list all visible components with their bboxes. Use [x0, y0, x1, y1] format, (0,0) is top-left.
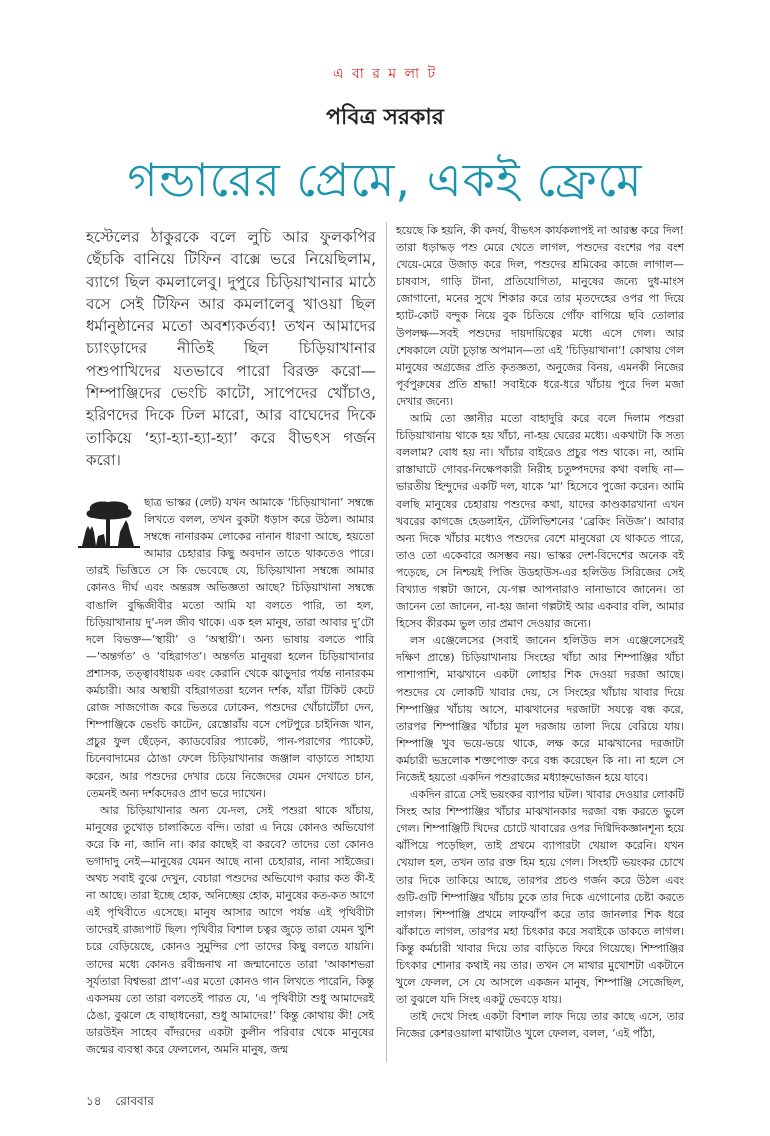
headline: গন্ডারের প্রেমে, একই ফ্রেমে	[127, 153, 643, 207]
body-paragraph: আমি তো জ্ঞানীর মতো বাহাদুরি করে বলে দিলাম পশুরা চিড়িয়াখানায় থাকে হয় খাঁচা, না-হয় ঘেরের মধ্যে। একথাটা কি সত্য বললাম? বোধ হয় না। খাঁচার বাইরেও প্রচুর পশু থাকে। না, আমি রাস্তাঘাটে গোবর-নিক্ষেপকারী নিরীহ চতুষ্পদদের কথা বলছি না—ভারতীয় হিন্দুদের একটি দল, যাকে ‘মা’ হিসেবে পুজো করেন। আমি বলছি মানুষের চেহারায় পশুদের কথা, যাদের কাণ্ডকারখানা এখন খবরের কাগজে হেডলাইন, টেলিভিশনের ‘ব্রেকিং নিউজ’। আবার অন্য দিকে খাঁচার মধ্যেও পশুদের বেশে মানুষেরা যে থাকতে পারে, তাও তো একেবারে অসম্ভব নয়। ভাস্কর দেশ-বিদেশের অনেক বই পড়েছে, সে নিশ্চয়ই পিজি উডহাউস-এর হলিউড সিরিজের সেই বিখ্যাত গল্পটা জানে, যে-গল্প আপনারাও নানাভাবে জানেন। তা জানেন তো জানেন, না-হয় জানা গল্পটাই আর একবার বলি, আমার হিসেব কীরকম ভুল তার প্রমাণ দেওয়ার জন্যে।	[396, 412, 684, 631]
left-article-column	[86, 494, 374, 1058]
body-paragraph: আর চিড়িয়াখানার অন্য যে-দল, সেই পশুরা থাকে খাঁচায়, মানুষের তুখোড় চালাকিতে বন্দি। তারা এ নিয়ে কোনও অভিযোগ করে কি না, জানি না। কার কাছেই বা করবে? তাদের তো কোনও ভগাদাদু নেই—মানুষের যেমন আছে নানা চেহারার, নানা সাইজের। অথচ সবাই বুঝে দেখুন, বেচারা পশুদের অভিযোগ করার কত কী-ই না আছে। তারা ইচ্ছে হোক, অনিচ্ছেয় হোক, মানুষের কত-কত আগে এই পৃথিবীতে এসেছে। মানুষ আসার আগে পর্যন্ত এই পৃথিবীটা তাদেরই রাজ্যপাট ছিল। পৃথিবীর বিশাল চত্বর জুড়ে তারা যেমন খুশি চরে বেড়িয়েছে, কোনও সুমুন্দির পো তাদের কিছু বলতে যায়নি। তাদের মধ্যে কোনও রবীন্দ্রনাথ না জন্মানোতে তারা ‘আকাশভরা সূর্যতারা বিশ্বভরা প্রাণ’-এর মতো কোনও গান লিখতে পারেনি, কিন্তু একসময় তো তারা বলতেই পারত যে, ‘এ পৃথিবীটা শুধু আমাদেরই ঠেঙা, বুঝলে হে বাছাধনেরা, শুধু আমাদের!’ কিন্তু কোথায় কী! সেই ডারউইন সাহেব বাঁদরদের একটা কুলীন পরিবার থেকে মানুষের জন্মের ব্যবস্থা করে ফেললেন, অমনি মানুষ, জন্ম	[86, 803, 374, 1056]
body-paragraph: লস এঞ্জেলেসের (সবাই জানেন হলিউড লস এঞ্জেলেসেরই দক্ষিণ প্রান্তে) চিড়িয়াখানায় সিংহের খাঁচা আর শিম্পাঞ্জির খাঁচা পাশাপাশি, মাঝখানে একটা লোহার শিক দেওয়া দরজা আছে। পশুদের যে লোকটি খাবার দেয়, সে সিংহের খাঁচায় খাবার দিয়ে শিম্পাঞ্জির খাঁচায় আসে, মাঝখানের দরজাটা সযত্নে বন্ধ করে, তারপর শিম্পাঞ্জির খাঁচার মূল দরজায় তালা দিয়ে বেরিয়ে যায়। শিম্পাঞ্জি খুব ভয়ে-ভয়ে থাকে, লক্ষ করে মাঝখানের দরজাটা কর্মচারী ভদ্রলোক শক্তপোক্ত করে বন্ধ করেছেন কি না। না হলে সে নিজেই হয়তো একদিন পশুরাজের মধ্যাহ্নভোজন হয়ে যাবে।	[396, 634, 684, 784]
body-paragraph: তাই দেখে সিংহ একটা বিশাল লাফ দিয়ে তার কাছে এসে, তার নিজের কেশরওয়ালা মাথাটাও খুলে ফেলল, বলল, ‘এই পাঁঠা,	[396, 1010, 684, 1041]
body-paragraph: হয়েছে কি হয়নি, কী কদর্য, বীভৎস কার্যকলাপই না আরম্ভ করে দিল! তারা ধড়াদ্ধড় পশু মেরে খেতে লাগল, পশুদের বংশের পর বংশ খেয়ে-মেরে উজাড় করে দিল, পশুদের শ্রমিকের কাজে লাগাল—চাষবাস, গাড়ি টানা, প্রতিযোগিতা, মানুষের জন্যে দুধ-মাংস জোগানো, মনের সুখে শিকার করে তার মৃতদেহের ওপর পা দিয়ে হ্যাট-কোট বন্দুক নিয়ে বুক চিতিয়ে গোঁফ বাগিয়ে ছবি তোলার উপলক্ষ—সবই পশুদের দায়দায়িত্বের মধ্যে এসে গেল। আর শেষকালে যেটা চূড়ান্ত অপমান—তা এই ‘চিড়িয়াখানা’! কোথায় গেল মানুষের অগ্রজের প্রতি কৃতজ্ঞতা, অনুজের বিনয়, এমনকী নিজের পূর্বপুরুষের প্রতি শ্রদ্ধা! সবাইকে ধরে-ধরে খাঁচায় পুরে দিল মজা দেখার জন্যে।	[396, 224, 684, 408]
page-footer	[86, 1093, 164, 1113]
page-number: ১৪	[86, 1094, 102, 1108]
author-name: পবিত্র সরকার	[326, 105, 444, 130]
section-name: রোববার	[115, 1094, 154, 1108]
body-paragraph: ছাত্র ভাস্কর (লেট) যখন আমাকে ‘চিড়িয়াখানা’ সম্বন্ধে লিখতে বলল, তখন বুকটা ধড়াস করে উঠল। আমার সম্বন্ধে নানারকম লোকের নানান ধারণা আছে, হয়তো আমার চেহারার কিছু অবদান তাতে থাকতেও পারে। তারই ভিত্তিতে সে কি ভেবেছে যে, চিড়িয়াখানা সম্বন্ধে আমার কোনও দীর্ঘ এবং অন্তরঙ্গ অভিজ্ঞতা আছে? চিড়িয়াখানা সম্বন্ধে বাঙালি বুদ্ধিজীবীর মতো আমি যা বলতে পারি, তা হল, চিড়িয়াখানায় দু’-দল জীব থাকে। এক হল মানুষ, তারা আবার দু’টো দলে বিভক্ত—‘স্থায়ী’ ও ‘অস্থায়ী’। অন্য ভাষায় বলতে পারি—‘অন্তর্গত’ ও ‘বহিরাগত’। অন্তর্গত মানুষরা হলেন চিড়িয়াখানার প্রশাসক, তত্ত্বাবধায়ক এবং কেরানি থেকে ঝাড়ুদার পর্যন্ত নানারকম কর্মচারী। আর অস্থায়ী বহিরাগতরা হলেন দর্শক, যাঁরা টিকিট কেটে রোজ সাজগোজ করে ভিতরে ঢোকেন, পশুদের খোঁচাটোঁচা দেন, শিম্পাঞ্জিকে ভেংচি কাটেন, রেস্তোরাঁয় বসে পেটপুরে চাইনিজ খান, প্রচুর ফুল ছেঁড়েন, ক্যাডবেরির প্যাকেট, পান-পরাগের প্যাকেট, চিনেবাদামের ঠোঙা ফেলে চিড়িয়াখানার জঞ্জাল বাড়াতে সাহায্য করেন, আর পশুদের দেখার চেয়ে নিজেদের যেমন দেখাতে চান, তেমনই অন্য দর্শকদেরও প্রাণ ভরে দ্যাখেন।	[86, 496, 374, 800]
section-kicker: এ বা র ম লা ট	[332, 66, 438, 82]
column-divider	[386, 222, 387, 1062]
right-article-column	[396, 222, 684, 1043]
intro-paragraph: হস্টেলের ঠাকুরকে বলে লুচি আর ফুলকপির ছেঁচকি বানিয়ে টিফিন বাক্সে ভরে নিয়েছিলাম, ব্যাগে ছিল কমলালেবু। দুপুরে চিড়িয়াখানার মাঠে বসে সেই টিফিন আর কমলালেবু খাওয়া ছিল ধর্মানুষ্ঠানের মতো অবশ্যকর্তব্য! তখন আমাদের চ্যাংড়াদের নীতিই ছিল চিড়িয়াখানার পশুপাখিদের যতভাবে পারো বিরক্ত করো—শিম্পাঞ্জিদের ভেংচি কাটো, সাপেদের খোঁচাও, হরিণদের দিকে ঢিল মারো, আর বাঘেদের দিকে তাকিয়ে ‘হ্যা-হ্যা-হ্যা-হ্যা’ করে বীভৎস গর্জন করো।	[86, 228, 376, 469]
body-paragraph: একদিন রাত্রে সেই ভয়ংকর ব্যাপার ঘটল। খাবার দেওয়ার লোকটি সিংহ আর শিম্পাঞ্জির খাঁচার মাঝখানকার দরজা বন্ধ করতে ভুলে গেল। শিম্পাঞ্জিটি খিদের চোটে খাবারের ওপর দিগ্বিদিকজ্ঞানশূন্য হয়ে ঝাঁপিয়ে পড়েছিল, তাই প্রথমে ব্যাপারটা খেয়াল করেনি। যখন খেয়াল হল, তখন তার রক্ত হিম হয়ে গেল। সিংহটি ভয়ংকর চোখে তার দিকে তাকিয়ে আছে, তারপর প্রচণ্ড গর্জন করে উঠল এবং গুটি-গুটি শিম্পাঞ্জির খাঁচায় ঢুকে তার দিকে এগোনোর চেষ্টা করতে লাগল। শিম্পাঞ্জি প্রথমে লাফঝাঁপ করে তার জানলার শিক ধরে ঝাঁকাতে লাগল, তারপর মহা চিৎকার করে সবাইকে ডাকতে লাগল। কিন্তু কর্মচারী খাবার দিয়ে তার বাড়িতে ফিরে গিয়েছে। শিম্পাঞ্জির চিৎকার শোনার কথাই নয় তার। তখন সে মাথার মুখোশটা একটানে খুলে ফেলল, সে যে আসলে একজন মানুষ, শিম্পাঞ্জি সেজেছিল, তা বুঝলে যদি সিংহ একটু ভেবড়ে যায়।	[396, 788, 684, 1007]
